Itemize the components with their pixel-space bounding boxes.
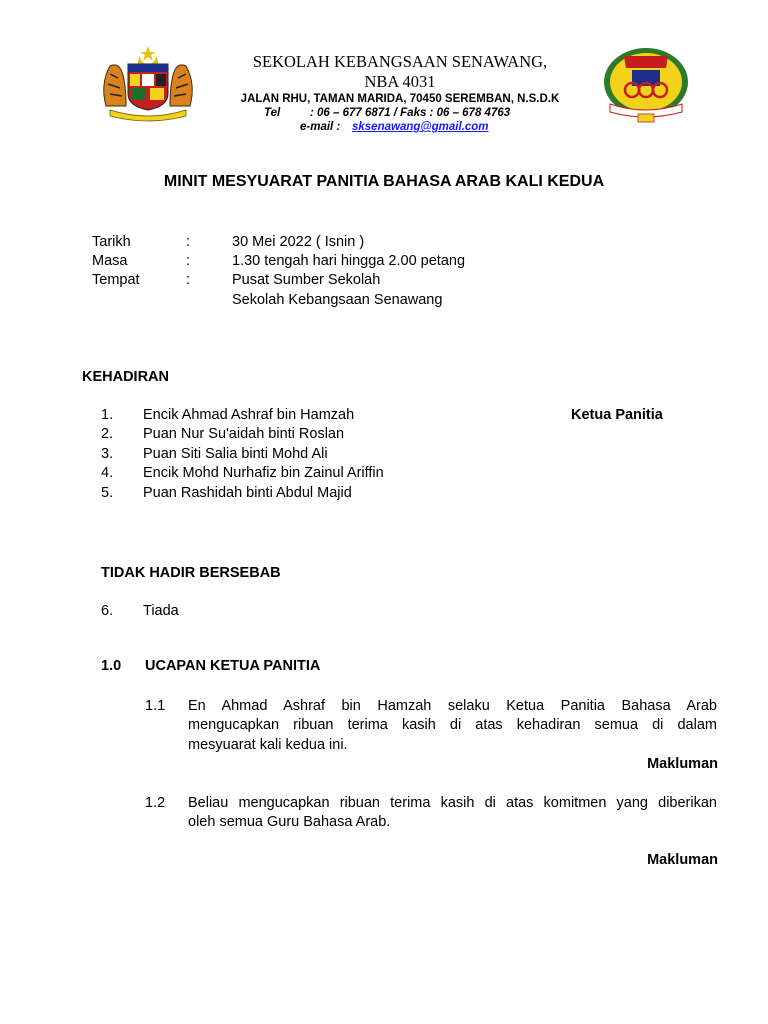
info-value-venue: Pusat Sumber Sekolah xyxy=(232,272,381,288)
section-number: 1.0 xyxy=(101,658,122,674)
info-value-date: 30 Mei 2022 ( Isnin ) xyxy=(232,234,365,250)
attendance-heading: KEHADIRAN xyxy=(82,369,169,385)
absent-heading: TIDAK HADIR BERSEBAB xyxy=(101,565,281,581)
item-text-line: mengucapkan ribuan terima kasih di atas kehadiran semua di dalam xyxy=(188,717,717,733)
action-label: Makluman xyxy=(647,756,718,772)
item-number: 1.1 xyxy=(145,698,166,714)
item-text-line: oleh semua Guru Bahasa Arab. xyxy=(188,814,391,830)
list-item-number: 2. xyxy=(101,426,114,442)
school-name-line2: NBA 4031 xyxy=(364,72,436,91)
document-title: MINIT MESYUARAT PANITIA BAHASA ARAB KALI KEDUA xyxy=(163,173,605,190)
info-sep: : xyxy=(186,272,191,288)
info-label-venue: Tempat xyxy=(92,272,140,288)
list-item-name: Encik Ahmad Ashraf bin Hamzah xyxy=(143,407,355,423)
school-name-line1: SEKOLAH KEBANGSAAN SENAWANG, xyxy=(252,52,548,71)
info-label-time: Masa xyxy=(92,253,128,269)
list-item-number: 1. xyxy=(101,407,114,423)
info-label-date: Tarikh xyxy=(92,234,131,250)
info-value-time: 1.30 tengah hari hingga 2.00 petang xyxy=(232,253,466,269)
list-item-name: Puan Nur Su'aidah binti Roslan xyxy=(143,426,345,442)
school-address: JALAN RHU, TAMAN MARIDA, 70450 SEREMBAN, N.S.D.K xyxy=(240,93,560,105)
info-value-venue-line2: Sekolah Kebangsaan Senawang xyxy=(232,292,443,308)
section-heading: UCAPAN KETUA PANITIA xyxy=(145,658,321,674)
item-text-line: mesyuarat kali kedua ini. xyxy=(188,737,348,753)
tel-fax-value: : 06 – 677 6871 / Faks : 06 – 678 4763 xyxy=(310,107,511,119)
email-link-text[interactable]: sksenawang@gmail.com xyxy=(352,121,489,133)
list-item-name: Puan Siti Salia binti Mohd Ali xyxy=(143,446,328,462)
list-item-name: Tiada xyxy=(143,603,179,619)
item-number: 1.2 xyxy=(145,795,166,811)
email-label: e-mail : xyxy=(300,121,341,133)
email-link[interactable] xyxy=(352,121,488,133)
tel-label: Tel xyxy=(264,107,281,119)
list-item-number: 5. xyxy=(101,485,114,501)
action-label: Makluman xyxy=(647,852,718,868)
list-item-number: 3. xyxy=(101,446,114,462)
item-text-line: Beliau mengucapkan ribuan terima kasih di atas komitmen yang diberikan xyxy=(188,795,717,811)
list-item-name: Encik Mohd Nurhafiz bin Zainul Ariffin xyxy=(143,465,384,481)
info-sep: : xyxy=(186,253,191,269)
list-item-number: 6. xyxy=(101,603,114,619)
item-text-line: En Ahmad Ashraf bin Hamzah selaku Ketua Panitia Bahasa Arab xyxy=(188,698,717,714)
list-item-number: 4. xyxy=(101,465,114,481)
info-sep: : xyxy=(186,234,191,250)
list-item-role: Ketua Panitia xyxy=(571,407,663,423)
list-item-name: Puan Rashidah binti Abdul Majid xyxy=(143,485,352,501)
